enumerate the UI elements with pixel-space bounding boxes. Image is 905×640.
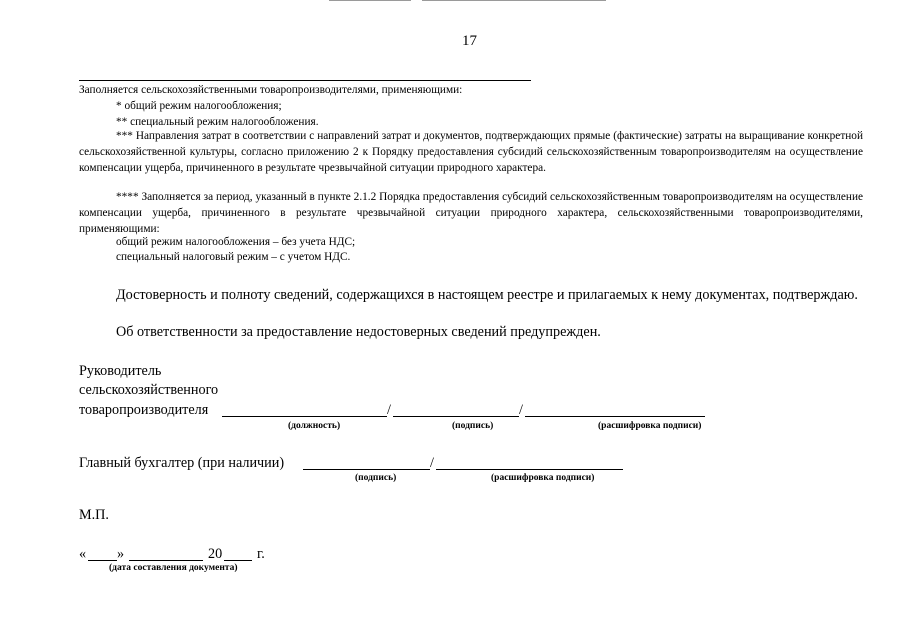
footnote-directions: *** Направления затрат в соответствии с направлений затрат и документов, подтверждающих прямые (фактические) затраты на выращивание конкретной сельскохозяйственной культуры, согласно приложению 2 к Порядку предоставления субсидий сельскохозяйственным товаропроизводителям на осуществление компенсации ущерба, причиненного в результате чрезвычайной ситуации природного характера. [79,130,863,174]
caption-position: (должность) [288,421,341,431]
confirmation-paragraph: Достоверность и полноту сведений, содержащихся в настоящем реестре и прилагаемых к нему документах, подтверждаю. [116,287,858,303]
head-signature-line[interactable] [393,416,519,417]
slash-separator: / [430,455,434,471]
slash-separator: / [519,402,523,418]
footnote-general-regime: * общий режим налогообложения; [116,100,282,112]
caption-decoding: (расшифровка подписи) [598,421,702,431]
page-number: 17 [462,33,477,49]
footnote-separator [79,80,531,81]
top-border-rule-left [329,0,411,1]
date-year-prefix: 20 [208,546,223,562]
accountant-label: Главный бухгалтер (при наличии) [79,455,285,471]
footnote-period: **** Заполняется за период, указанный в пункте 2.1.2 Порядка предоставления субсидий сельскохозяйственным товаропроизводителям на осуществление компенсации ущерба, причиненного в результате чрезвычайной ситуации природного характера, сельскохозяйственными товаропроизводителями, применяющими: [79,191,863,235]
date-close-quote: » [117,546,125,562]
caption-decoding: (расшифровка подписи) [491,473,595,483]
footnote-general-vat: общий режим налогообложения – без учета НДС; [116,236,356,248]
head-label-line2: сельскохозяйственного [79,382,219,398]
date-open-quote: « [79,546,87,562]
date-day-line[interactable] [88,560,117,561]
caption-signature: (подпись) [452,421,494,431]
slash-separator: / [387,402,391,418]
stamp-placeholder: М.П. [79,507,109,523]
top-border-rule-right [422,0,606,1]
caption-signature: (подпись) [355,473,397,483]
date-month-line[interactable] [129,560,203,561]
accountant-decoding-line[interactable] [436,469,623,470]
responsibility-warning: Об ответственности за предоставление недостоверных сведений предупрежден. [116,324,601,340]
footnote-special-regime: ** специальный режим налогообложения. [116,116,319,128]
head-position-line[interactable] [222,416,387,417]
head-label-line1: Руководитель [79,363,162,379]
date-year-line[interactable] [224,560,252,561]
caption-date: (дата составления документа) [109,563,238,573]
head-label-line3: товаропроизводителя [79,402,209,418]
footnote-special-vat: специальный налоговый режим – с учетом НДС. [116,251,351,263]
footnote-intro: Заполняется сельскохозяйственными товаропроизводителями, применяющими: [79,84,463,96]
date-year-suffix: г. [257,546,265,562]
head-decoding-line[interactable] [525,416,705,417]
accountant-signature-line[interactable] [303,469,430,470]
